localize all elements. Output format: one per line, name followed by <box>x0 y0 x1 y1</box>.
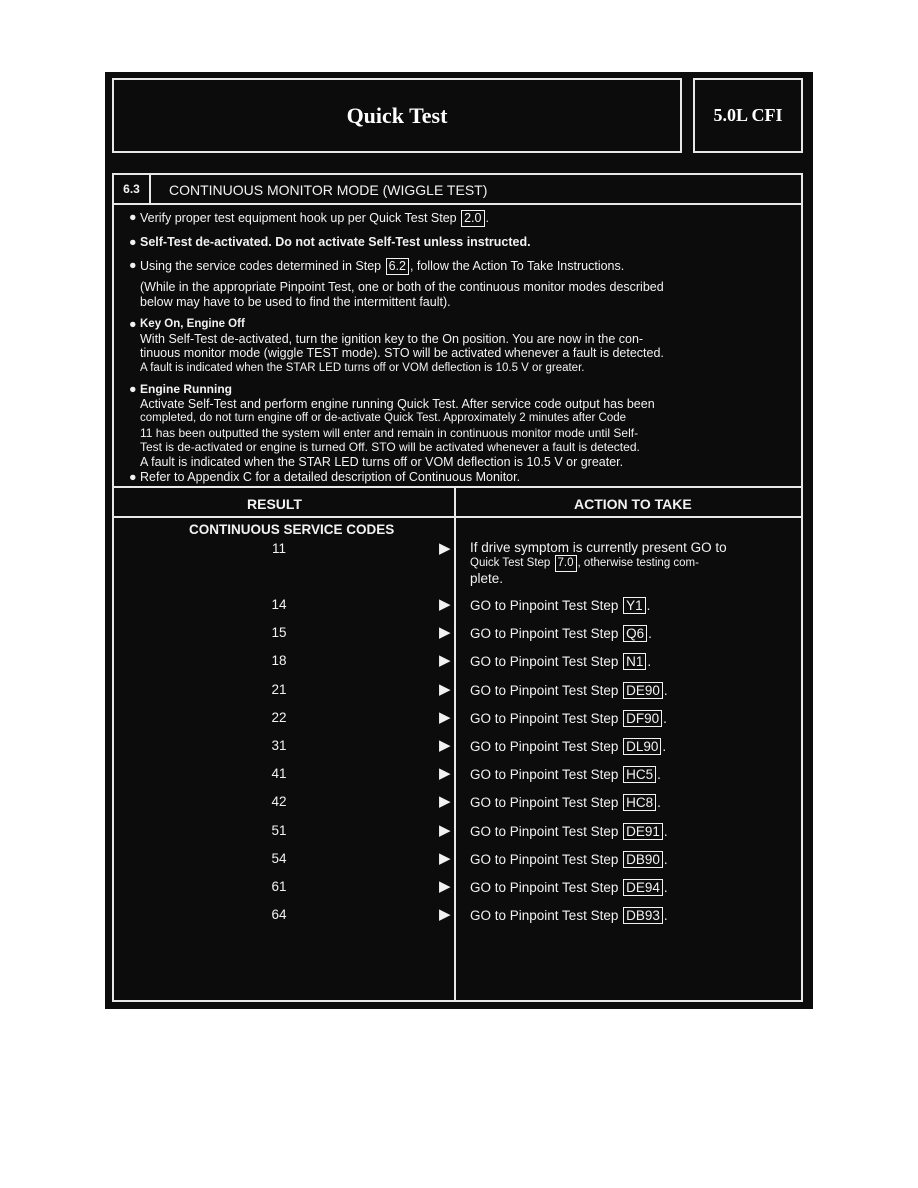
table-row <box>114 766 801 786</box>
mode-title: Key On, Engine Off <box>140 318 245 330</box>
service-code: 18 <box>271 653 287 669</box>
action-cell <box>470 597 790 614</box>
mode-line: completed, do not turn engine off or de-activate Quick Test. Approximately 2 minutes after Code <box>140 412 627 424</box>
quick-test-page <box>105 72 813 1009</box>
arrow-icon: ▶ <box>439 793 451 811</box>
arrow-icon: ▶ <box>439 849 451 867</box>
mode-line: A fault is indicated when the STAR LED turns off or VOM deflection is 10.5 V or greater. <box>140 454 624 469</box>
table-row <box>114 597 801 617</box>
arrow-icon: ▶ <box>439 765 451 783</box>
note-line: below may have to be used to find the intermittent fault). <box>140 294 451 309</box>
action-text: GO to Pinpoint Test Step <box>470 908 619 924</box>
arrow-icon: ▶ <box>439 737 451 754</box>
step-reference: N1 <box>623 653 646 670</box>
instruction-item <box>129 382 780 469</box>
instruction-text: Refer to Appendix C for a detailed description of Continuous Monitor. <box>140 470 521 484</box>
section-number: 6.3 <box>114 175 151 203</box>
table-row <box>114 794 801 814</box>
note-line: (While in the appropriate Pinpoint Test, one or both of the continuous monitor modes described <box>140 280 664 294</box>
step-reference: 6.2 <box>386 258 409 275</box>
service-code: 15 <box>271 625 287 641</box>
action-text: . <box>663 880 668 895</box>
arrow-icon: ▶ <box>439 540 451 557</box>
action-text: . <box>647 654 652 670</box>
service-code: 41 <box>271 766 287 782</box>
step-reference: 2.0 <box>461 210 484 227</box>
service-code: 61 <box>271 879 287 894</box>
step-reference: DE90 <box>623 682 663 699</box>
instruction-text: Using the service codes determined in Step <box>140 259 382 273</box>
table-row <box>114 738 801 758</box>
mode-line: With Self-Test de-activated, turn the ignition key to the On position. You are now in the con- <box>140 331 644 346</box>
action-text: , otherwise testing com- <box>577 557 699 569</box>
service-code: 64 <box>271 907 287 923</box>
action-cell <box>470 682 790 699</box>
action-header: ACTION TO TAKE <box>574 496 692 512</box>
instruction-note <box>140 280 780 309</box>
step-reference: HC5 <box>623 766 656 783</box>
service-code: 42 <box>271 794 287 810</box>
arrow-icon: ▶ <box>439 652 451 670</box>
title-box <box>112 78 682 153</box>
bullet-icon: ● <box>129 210 137 224</box>
page-title: Quick Test <box>346 102 448 128</box>
mode-line: 11 has been outputted the system will enter and remain in continuous monitor mode until Self- <box>140 425 639 440</box>
table-row <box>114 653 801 673</box>
step-reference: Y1 <box>623 597 646 614</box>
engine-box <box>693 78 803 153</box>
step-reference: DB90 <box>623 851 663 868</box>
action-cell <box>470 738 790 755</box>
section-title: CONTINUOUS MONITOR MODE (WIGGLE TEST) <box>169 182 488 198</box>
step-reference: DE91 <box>623 823 663 840</box>
action-text: GO to Pinpoint Test Step <box>470 767 619 783</box>
action-cell <box>470 766 790 783</box>
action-text: GO to Pinpoint Test Step <box>470 682 619 698</box>
table-row <box>114 710 801 730</box>
instruction-item <box>129 470 780 485</box>
action-text: GO to Pinpoint Test Step <box>470 851 619 867</box>
bullet-icon: ● <box>129 470 137 484</box>
action-text: GO to Pinpoint Test Step <box>470 795 619 811</box>
result-header: RESULT <box>247 496 302 512</box>
action-cell <box>470 625 790 642</box>
action-text: . <box>663 823 668 839</box>
service-code: 51 <box>271 822 287 838</box>
step-reference: DE94 <box>623 879 663 896</box>
arrow-icon: ▶ <box>439 680 451 698</box>
mode-line: A fault is indicated when the STAR LED turns off or VOM deflection is 10.5 V or greater. <box>140 361 585 374</box>
instruction-item <box>129 210 780 227</box>
action-text: GO to Pinpoint Test Step <box>470 654 619 670</box>
service-code: 14 <box>271 597 287 612</box>
action-cell <box>470 823 790 840</box>
action-text: GO to Pinpoint Test Step <box>470 880 619 895</box>
service-code: 22 <box>271 709 287 725</box>
table-header <box>114 486 801 518</box>
step-reference: DB93 <box>623 907 663 924</box>
table-row <box>114 682 801 702</box>
action-cell <box>470 653 790 670</box>
step-reference: DF90 <box>623 710 662 727</box>
step-reference: Q6 <box>623 625 647 642</box>
action-line: If drive symptom is currently present GO to <box>470 540 727 555</box>
action-line <box>470 555 790 572</box>
table-row <box>114 879 801 899</box>
step-reference: HC8 <box>623 794 656 811</box>
arrow-icon: ▶ <box>439 878 451 895</box>
mode-line: Test is de-activated or engine is turned Off. STO will be activated whenever a fault is detected. <box>140 440 640 454</box>
mode-line: tinuous monitor mode (wiggle TEST mode). STO will be activated whenever a fault is detected. <box>140 346 664 360</box>
action-text: GO to Pinpoint Test Step <box>470 739 619 754</box>
step-reference: DL90 <box>623 738 661 755</box>
table-row <box>114 851 801 871</box>
service-code: 11 <box>271 541 286 556</box>
instruction-text: , follow the Action To Take Instructions. <box>409 259 625 273</box>
action-cell <box>470 794 790 811</box>
instruction-item <box>129 258 780 275</box>
action-cell <box>470 907 790 924</box>
mode-title: Engine Running <box>140 382 232 396</box>
action-text: GO to Pinpoint Test Step <box>470 598 619 613</box>
action-cell <box>470 541 790 586</box>
arrow-icon: ▶ <box>439 906 451 924</box>
action-text: . <box>663 710 667 726</box>
action-text: GO to Pinpoint Test Step <box>470 710 619 726</box>
table-row <box>114 823 801 843</box>
action-text: GO to Pinpoint Test Step <box>470 823 619 839</box>
table-row <box>114 625 801 645</box>
bullet-icon: ● <box>129 382 137 396</box>
arrow-icon: ▶ <box>439 708 451 726</box>
section-header <box>114 175 801 205</box>
instruction-text: Verify proper test equipment hook up per Quick Test Step <box>140 211 457 225</box>
mode-line: Activate Self-Test and perform engine running Quick Test. After service code output has been <box>140 396 655 411</box>
action-text: . <box>657 795 661 811</box>
arrow-icon: ▶ <box>439 596 451 613</box>
action-line: plete. <box>470 571 504 586</box>
action-text: . <box>657 767 661 783</box>
instruction-item <box>129 317 780 375</box>
action-text: . <box>663 851 668 867</box>
table-row <box>114 907 801 927</box>
step-reference: 7.0 <box>555 555 577 572</box>
action-text: Quick Test Step <box>470 557 551 569</box>
arrow-icon: ▶ <box>439 821 451 839</box>
action-text: . <box>662 739 667 754</box>
action-cell <box>470 710 790 727</box>
instruction-warning: Self-Test de-activated. Do not activate Self-Test unless instructed. <box>140 235 531 249</box>
section-panel <box>112 173 803 1002</box>
action-cell <box>470 851 790 868</box>
action-cell <box>470 879 790 896</box>
service-code: 54 <box>271 850 287 866</box>
service-code: 21 <box>271 681 287 697</box>
codes-heading: CONTINUOUS SERVICE CODES <box>189 522 395 537</box>
service-code: 31 <box>271 738 287 753</box>
instruction-item <box>129 235 780 250</box>
instruction-text: . <box>485 211 489 225</box>
bullet-icon: ● <box>129 235 137 249</box>
action-text: . <box>663 682 668 698</box>
engine-label: 5.0L CFI <box>713 105 783 125</box>
action-text: . <box>663 908 668 924</box>
action-text: . <box>646 598 651 613</box>
action-text: GO to Pinpoint Test Step <box>470 626 619 642</box>
bullet-icon: ● <box>129 258 137 272</box>
table-row <box>114 541 801 585</box>
action-text: . <box>648 626 652 642</box>
arrow-icon: ▶ <box>439 624 451 642</box>
bullet-icon: ● <box>129 317 137 331</box>
